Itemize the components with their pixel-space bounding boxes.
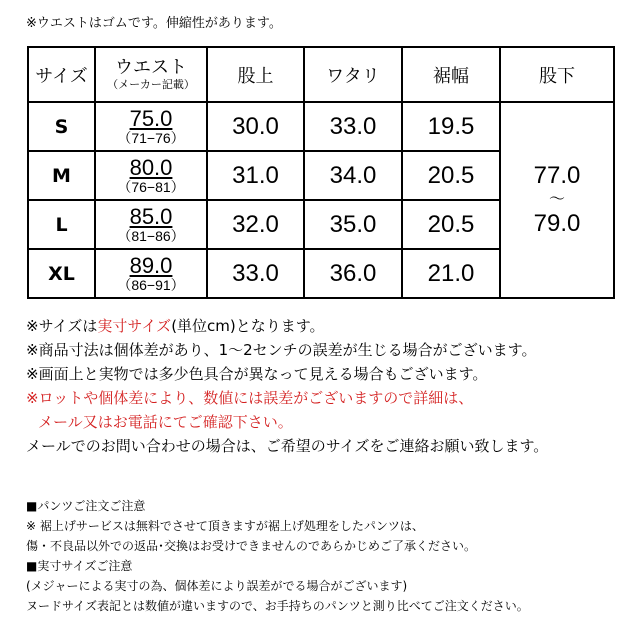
- rise-cell: 30.0: [207, 102, 304, 151]
- caution-pants-title: ■パンツご注文ご注意: [26, 499, 146, 513]
- size-cell: S: [28, 102, 95, 151]
- waist-elastic-note: ※ウエストはゴムです。伸縮性があります。: [26, 16, 282, 31]
- note-color: ※画面上と実物では多少色具合が異なって見える場合もございます。: [26, 365, 488, 383]
- hem-cell: 20.5: [402, 200, 500, 249]
- inseam-cell: 77.0 ～ 79.0: [500, 102, 614, 298]
- note-lot-variance: ※ロットや個体差により、数値には誤差がございますので詳細は、: [26, 389, 474, 407]
- waist-cell: 75.0 （71−76）: [95, 102, 207, 151]
- note-contact: メール又はお電話にてご確認下さい。: [38, 413, 293, 431]
- header-inseam: 股下: [500, 47, 614, 102]
- size-table: [27, 46, 615, 299]
- notes-block: [26, 314, 548, 458]
- hem-cell: 20.5: [402, 151, 500, 200]
- note-tolerance: ※商品寸法は個体差があり、1～2センチの誤差が生じる場合がございます。: [26, 341, 537, 359]
- hem-cell: 21.0: [402, 249, 500, 298]
- caution-returns: 傷・不良品以外での返品･交換はお受けできませんのであらかじめご了承ください。: [26, 539, 477, 553]
- caution-size-title: ■実寸サイズご注意: [26, 559, 133, 573]
- rise-cell: 31.0: [207, 151, 304, 200]
- size-cell: M: [28, 151, 95, 200]
- header-thigh: ワタリ: [304, 47, 402, 102]
- thigh-cell: 35.0: [304, 200, 402, 249]
- header-waist: ウエスト （メーカー記載）: [95, 47, 207, 102]
- thigh-cell: 36.0: [304, 249, 402, 298]
- size-cell: XL: [28, 249, 95, 298]
- caution-nude-size: ヌードサイズ表記とは数値が違いますので、お手持ちのパンツと測り比べてご注文ください。: [26, 599, 529, 613]
- rise-cell: 32.0: [207, 200, 304, 249]
- waist-cell: 89.0 （86−91）: [95, 249, 207, 298]
- table-header-row: [28, 47, 614, 102]
- header-size: サイズ: [28, 47, 95, 102]
- size-cell: L: [28, 200, 95, 249]
- thigh-cell: 33.0: [304, 102, 402, 151]
- caution-hemming: ※ 裾上げサービスは無料でさせて頂きますが裾上げ処理をしたパンツは、: [26, 519, 424, 533]
- hem-cell: 19.5: [402, 102, 500, 151]
- thigh-cell: 34.0: [304, 151, 402, 200]
- caution-block: [26, 496, 529, 616]
- table-row: [28, 102, 614, 151]
- note-unit: ※サイズは実寸サイズ(単位cm)となります。: [26, 317, 325, 335]
- rise-cell: 33.0: [207, 249, 304, 298]
- header-rise: 股上: [207, 47, 304, 102]
- waist-cell: 80.0 （76−81）: [95, 151, 207, 200]
- caution-measure: (メジャーによる実寸の為、個体差により誤差がでる場合がございます): [26, 579, 408, 593]
- note-email: メールでのお問い合わせの場合は、ご希望のサイズをご連絡お願い致します。: [26, 437, 549, 455]
- header-hem: 裾幅: [402, 47, 500, 102]
- waist-cell: 85.0 （81−86）: [95, 200, 207, 249]
